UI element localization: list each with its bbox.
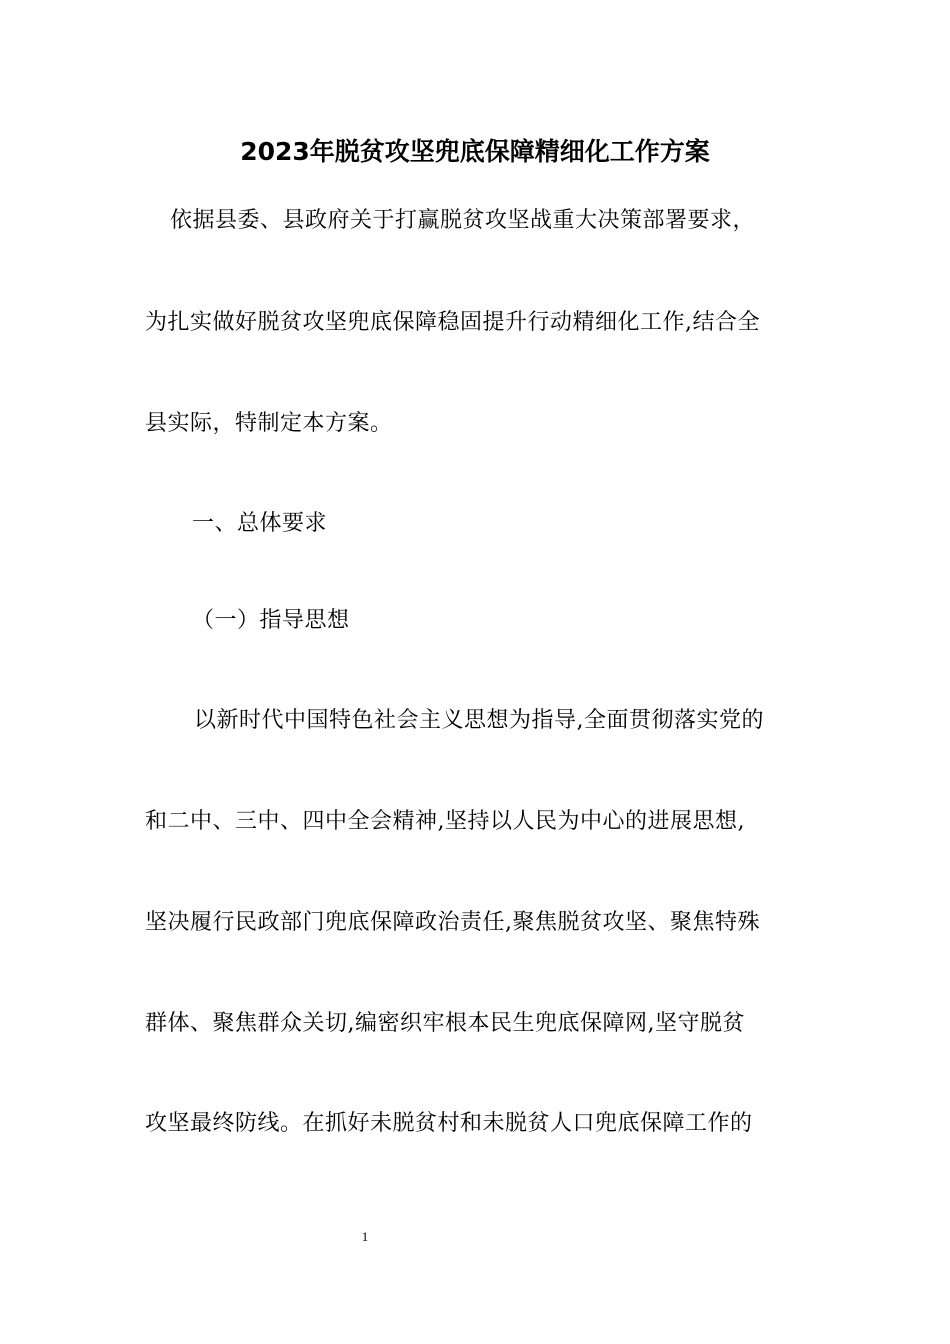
section-heading-general-requirements: 一、总体要求	[192, 511, 328, 536]
document-title: 2023年脱贫攻坚兜底保障精细化工作方案	[240, 137, 710, 166]
paragraph-line-8: 坚决履行民政部门兜底保障政治责任,聚焦脱贫攻坚、聚焦特殊	[145, 910, 760, 935]
paragraph-line-3: 县实际，特制定本方案。	[145, 411, 393, 436]
paragraph-line-2: 为扎实做好脱贫攻坚兜底保障稳固提升行动精细化工作,结合全	[145, 310, 760, 335]
paragraph-line-7: 和二中、三中、四中全会精神,坚持以人民为中心的进展思想,	[145, 809, 745, 834]
subsection-heading-guiding-ideology: （一）指导思想	[192, 608, 350, 633]
paragraph-line-1: 依据县委、县政府关于打赢脱贫攻坚战重大决策部署要求，	[170, 208, 756, 233]
paragraph-line-10: 攻坚最终防线。在抓好未脱贫村和未脱贫人口兜底保障工作的	[145, 1111, 753, 1136]
paragraph-line-6: 以新时代中国特色社会主义思想为指导,全面贯彻落实党的	[194, 708, 764, 733]
paragraph-line-9: 群体、聚焦群众关切,编密织牢根本民生兜底保障网,坚守脱贫	[145, 1011, 745, 1036]
page-number: 1	[361, 1229, 369, 1244]
